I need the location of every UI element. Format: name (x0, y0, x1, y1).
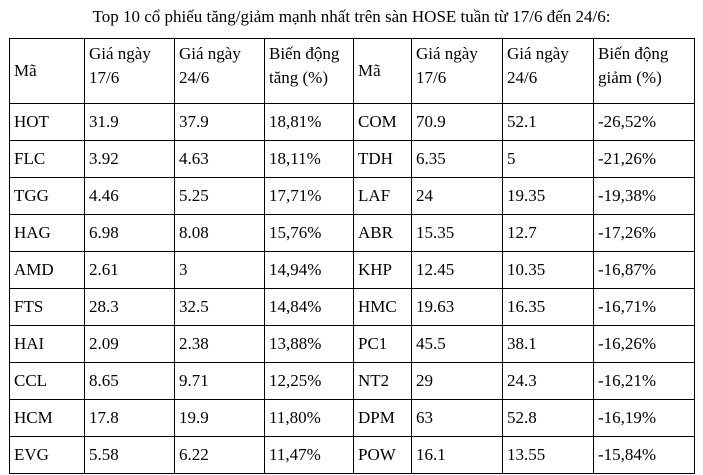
gainer-change: 13,88% (265, 326, 354, 363)
gainer-code: HCM (10, 400, 85, 437)
loser-code: POW (354, 437, 412, 474)
loser-change: -17,26% (594, 215, 695, 252)
header-line: tăng (%) (269, 68, 329, 87)
table-row (10, 363, 695, 400)
loser-price-17-6: 24 (412, 178, 503, 215)
gainer-code: FTS (10, 289, 85, 326)
header-code-losers: Mã (354, 39, 412, 104)
gainer-code: FLC (10, 141, 85, 178)
loser-price-24-6: 12.7 (503, 215, 594, 252)
gainer-price-24-6: 19.9 (175, 400, 265, 437)
header-line: 17/6 (89, 68, 120, 87)
gainer-code: TGG (10, 178, 85, 215)
header-line: Biến động (269, 44, 340, 63)
gainer-price-17-6: 2.61 (85, 252, 175, 289)
gainer-price-24-6: 4.63 (175, 141, 265, 178)
header-line: Giá ngày (507, 44, 569, 63)
loser-code: COM (354, 104, 412, 141)
table-row (10, 215, 695, 252)
loser-code: LAF (354, 178, 412, 215)
gainer-code: CCL (10, 363, 85, 400)
loser-code: HMC (354, 289, 412, 326)
loser-code: TDH (354, 141, 412, 178)
loser-price-24-6: 52.1 (503, 104, 594, 141)
loser-change: -26,52% (594, 104, 695, 141)
gainer-price-17-6: 2.09 (85, 326, 175, 363)
header-change-up (265, 39, 354, 104)
stock-movers-table (9, 38, 695, 474)
gainer-code: HAG (10, 215, 85, 252)
loser-change: -16,21% (594, 363, 695, 400)
loser-change: -16,19% (594, 400, 695, 437)
gainer-price-24-6: 8.08 (175, 215, 265, 252)
table-row (10, 289, 695, 326)
loser-price-24-6: 38.1 (503, 326, 594, 363)
loser-code: NT2 (354, 363, 412, 400)
header-price-17-6-losers (412, 39, 503, 104)
header-row (10, 39, 695, 104)
loser-price-24-6: 5 (503, 141, 594, 178)
table-row (10, 252, 695, 289)
loser-price-24-6: 19.35 (503, 178, 594, 215)
loser-price-17-6: 15.35 (412, 215, 503, 252)
header-line: Giá ngày (89, 44, 151, 63)
gainer-price-24-6: 2.38 (175, 326, 265, 363)
header-change-down (594, 39, 695, 104)
loser-price-24-6: 52.8 (503, 400, 594, 437)
gainer-price-17-6: 4.46 (85, 178, 175, 215)
loser-price-17-6: 29 (412, 363, 503, 400)
gainer-code: HAI (10, 326, 85, 363)
table-row (10, 141, 695, 178)
loser-change: -16,71% (594, 289, 695, 326)
gainer-price-24-6: 3 (175, 252, 265, 289)
loser-code: ABR (354, 215, 412, 252)
gainer-code: EVG (10, 437, 85, 474)
gainer-price-17-6: 5.58 (85, 437, 175, 474)
loser-price-24-6: 13.55 (503, 437, 594, 474)
header-code-gainers: Mã (10, 39, 85, 104)
table-row (10, 178, 695, 215)
header-line: 24/6 (507, 68, 538, 87)
table-row (10, 104, 695, 141)
loser-code: DPM (354, 400, 412, 437)
loser-price-17-6: 70.9 (412, 104, 503, 141)
gainer-change: 18,11% (265, 141, 354, 178)
header-price-17-6-gainers (85, 39, 175, 104)
gainer-price-24-6: 5.25 (175, 178, 265, 215)
table-row (10, 437, 695, 474)
loser-price-17-6: 6.35 (412, 141, 503, 178)
gainer-price-17-6: 28.3 (85, 289, 175, 326)
loser-change: -16,87% (594, 252, 695, 289)
gainer-change: 11,80% (265, 400, 354, 437)
gainer-change: 18,81% (265, 104, 354, 141)
loser-price-17-6: 19.63 (412, 289, 503, 326)
gainer-price-17-6: 3.92 (85, 141, 175, 178)
loser-price-24-6: 16.35 (503, 289, 594, 326)
loser-change: -19,38% (594, 178, 695, 215)
loser-price-24-6: 24.3 (503, 363, 594, 400)
loser-code: PC1 (354, 326, 412, 363)
gainer-change: 14,94% (265, 252, 354, 289)
header-line: Biến động (598, 44, 669, 63)
gainer-change: 11,47% (265, 437, 354, 474)
loser-code: KHP (354, 252, 412, 289)
loser-price-17-6: 45.5 (412, 326, 503, 363)
header-line: Giá ngày (416, 44, 478, 63)
gainer-price-24-6: 37.9 (175, 104, 265, 141)
loser-change: -16,26% (594, 326, 695, 363)
gainer-price-17-6: 8.65 (85, 363, 175, 400)
table-row (10, 326, 695, 363)
header-line: 24/6 (179, 68, 210, 87)
gainer-change: 12,25% (265, 363, 354, 400)
header-line: giảm (%) (598, 68, 662, 87)
table-title: Top 10 cổ phiếu tăng/giảm mạnh nhất trên sàn HOSE tuần từ 17/6 đến 24/6: (92, 7, 611, 26)
loser-price-17-6: 63 (412, 400, 503, 437)
header-line: 17/6 (416, 68, 447, 87)
header-price-24-6-losers (503, 39, 594, 104)
loser-change: -15,84% (594, 437, 695, 474)
gainer-price-24-6: 6.22 (175, 437, 265, 474)
gainer-code: AMD (10, 252, 85, 289)
loser-change: -21,26% (594, 141, 695, 178)
gainer-price-24-6: 9.71 (175, 363, 265, 400)
gainer-price-17-6: 31.9 (85, 104, 175, 141)
header-line: Giá ngày (179, 44, 241, 63)
loser-price-17-6: 12.45 (412, 252, 503, 289)
gainer-code: HOT (10, 104, 85, 141)
loser-price-24-6: 10.35 (503, 252, 594, 289)
gainer-price-24-6: 32.5 (175, 289, 265, 326)
loser-price-17-6: 16.1 (412, 437, 503, 474)
gainer-change: 15,76% (265, 215, 354, 252)
gainer-change: 17,71% (265, 178, 354, 215)
table-row (10, 400, 695, 437)
gainer-price-17-6: 17.8 (85, 400, 175, 437)
gainer-change: 14,84% (265, 289, 354, 326)
gainer-price-17-6: 6.98 (85, 215, 175, 252)
header-price-24-6-gainers (175, 39, 265, 104)
